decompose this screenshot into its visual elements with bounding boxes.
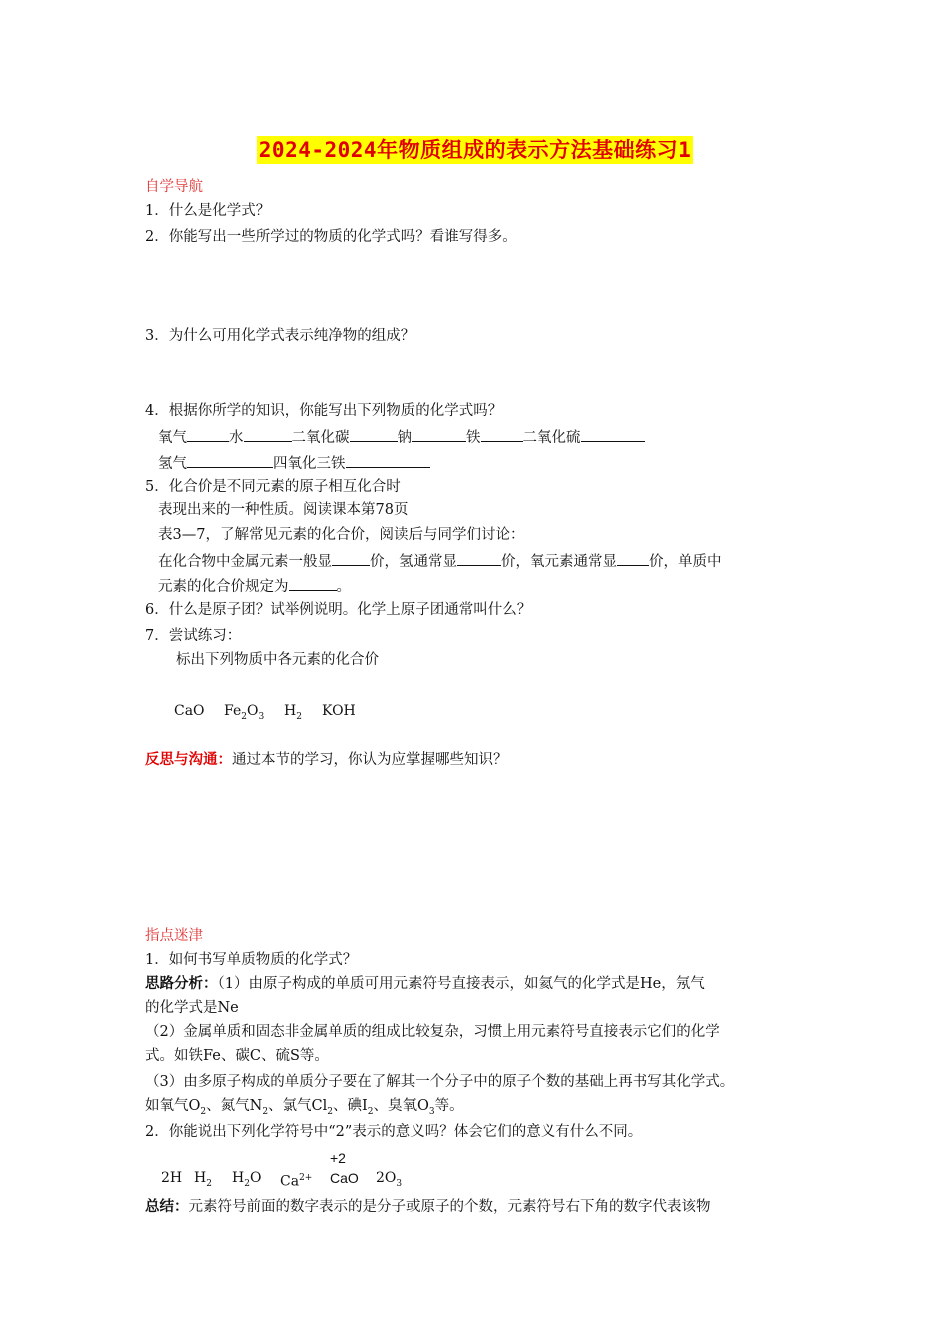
answer-blank[interactable] <box>187 452 273 468</box>
text-metal-valence: 在化合物中金属元素一般显 <box>158 554 332 570</box>
answer-blank[interactable] <box>332 550 370 566</box>
analysis-point-3-line-2: 如氧气$O_2$、氮气$N_2$、氯气$Cl_2$、碘$I_2$、臭氧$O_3$等。 <box>145 1098 464 1117</box>
section-heading-self-study: 自学导航 <box>145 179 203 195</box>
question-7-instruction: 标出下列物质中各元素的化合价 <box>176 652 379 668</box>
answer-blank[interactable] <box>346 452 430 468</box>
symbol-h2: $H_2$ <box>194 1170 212 1189</box>
symbol-2o3: $2O_3$ <box>376 1170 403 1189</box>
answer-blank[interactable] <box>289 575 337 591</box>
valence-mark-plus-2: +2 <box>330 1150 346 1166</box>
question-7: 7．尝试练习： <box>145 628 242 644</box>
item-water: 水 <box>229 430 244 446</box>
item-iron: 铁 <box>466 430 481 446</box>
question-3: 3．为什么可用化学式表示纯净物的组成？ <box>145 328 416 344</box>
question-5-line-3: 表3—7，了解常见元素的化合价，阅读后与同学们讨论： <box>158 527 525 543</box>
analysis-point-2-line-1: （2）金属单质和固态非金属单质的组成比较复杂，习惯上用元素符号直接表示它们的化学 <box>145 1024 720 1040</box>
symbol-cao: CaO <box>330 1170 359 1186</box>
guidance-question-1: 1．如何书写单质物质的化学式？ <box>145 952 358 968</box>
analysis-line-2: 的化学式是Ne <box>145 1000 239 1016</box>
question-4: 4．根据你所学的知识，你能写出下列物质的化学式吗？ <box>145 403 503 419</box>
question-5-line-2: 表现出来的一种性质。阅读课本第78页 <box>158 502 409 518</box>
text-elemental: 价，单质中 <box>649 554 722 570</box>
analysis-point-2-line-2: 式。如铁Fe、碳C、硫S等。 <box>145 1048 329 1064</box>
summary-text: 元素符号前面的数字表示的是分子或原子的个数，元素符号右下角的数字代表该物 <box>188 1199 711 1215</box>
guidance-question-2: 2．你能说出下列化学符号中“2”表示的意义吗？体会它们的意义有什么不同。 <box>145 1124 643 1140</box>
reflection-label: 反思与沟通： <box>145 751 232 768</box>
question-2: 2．你能写出一些所学过的物质的化学式吗？看谁写得多。 <box>145 229 517 245</box>
item-oxygen: 氧气 <box>158 430 187 446</box>
item-sodium: 钠 <box>397 430 412 446</box>
question-6: 6．什么是原子团？试举例说明。化学上原子团通常叫什么？ <box>145 602 532 618</box>
answer-blank[interactable] <box>350 426 398 442</box>
summary-line <box>145 1197 711 1217</box>
text-oxygen-valence: 价，氧元素通常显 <box>501 554 617 570</box>
item-hydrogen: 氢气 <box>158 456 187 472</box>
question-5-line-1: 5．化合价是不同元素的原子相互化合时 <box>145 479 401 495</box>
question-4-row-1 <box>158 426 645 448</box>
item-so2: 二氧化硫 <box>522 430 581 446</box>
summary-label: 总结： <box>145 1198 189 1215</box>
symbol-ca2plus: $Ca^{2+}$ <box>280 1173 313 1190</box>
formula-h2: $H_2$ <box>284 703 302 722</box>
reflection-text: 通过本节的学习，你认为应掌握哪些知识？ <box>232 752 508 768</box>
symbol-h2o: $H_2O$ <box>232 1170 262 1189</box>
section-heading-guidance: 指点迷津 <box>145 928 203 944</box>
analysis-point-3-line-1: （3）由多原子构成的单质分子要在了解其一个分子中的原子个数的基础上再书写其化学式。 <box>145 1074 735 1090</box>
question-5-line-5 <box>158 575 351 597</box>
analysis-text: （1）由原子构成的单质可用元素符号直接表示，如氦气的化学式是He，氖气 <box>217 976 705 992</box>
analysis-line-1 <box>145 974 705 994</box>
analysis-label: 思路分析： <box>145 975 218 992</box>
question-5-line-4 <box>158 550 722 572</box>
page-title: 2024-2024年物质组成的表示方法基础练习1 <box>258 138 692 162</box>
answer-blank[interactable] <box>187 426 229 442</box>
answer-blank[interactable] <box>617 550 649 566</box>
symbol-2h: 2H <box>161 1170 183 1186</box>
question-4-row-2 <box>158 452 430 474</box>
formula-koh: KOH <box>322 703 356 719</box>
answer-blank[interactable] <box>244 426 292 442</box>
text-period: 。 <box>336 579 351 595</box>
text-hydrogen-valence: 价，氢通常显 <box>370 554 457 570</box>
reflection-line <box>145 750 508 770</box>
formula-cao: CaO <box>174 703 205 719</box>
item-fe3o4: 四氧化三铁 <box>273 456 346 472</box>
answer-blank[interactable] <box>481 426 523 442</box>
text-elemental-valence: 元素的化合价规定为 <box>158 579 289 595</box>
question-1: 1．什么是化学式？ <box>145 203 271 219</box>
answer-blank[interactable] <box>581 426 645 442</box>
answer-blank[interactable] <box>412 426 466 442</box>
formula-fe2o3: $Fe_2O_3$ <box>224 703 265 722</box>
item-co2: 二氧化碳 <box>291 430 350 446</box>
title-wrap <box>0 136 950 164</box>
answer-blank[interactable] <box>457 550 501 566</box>
